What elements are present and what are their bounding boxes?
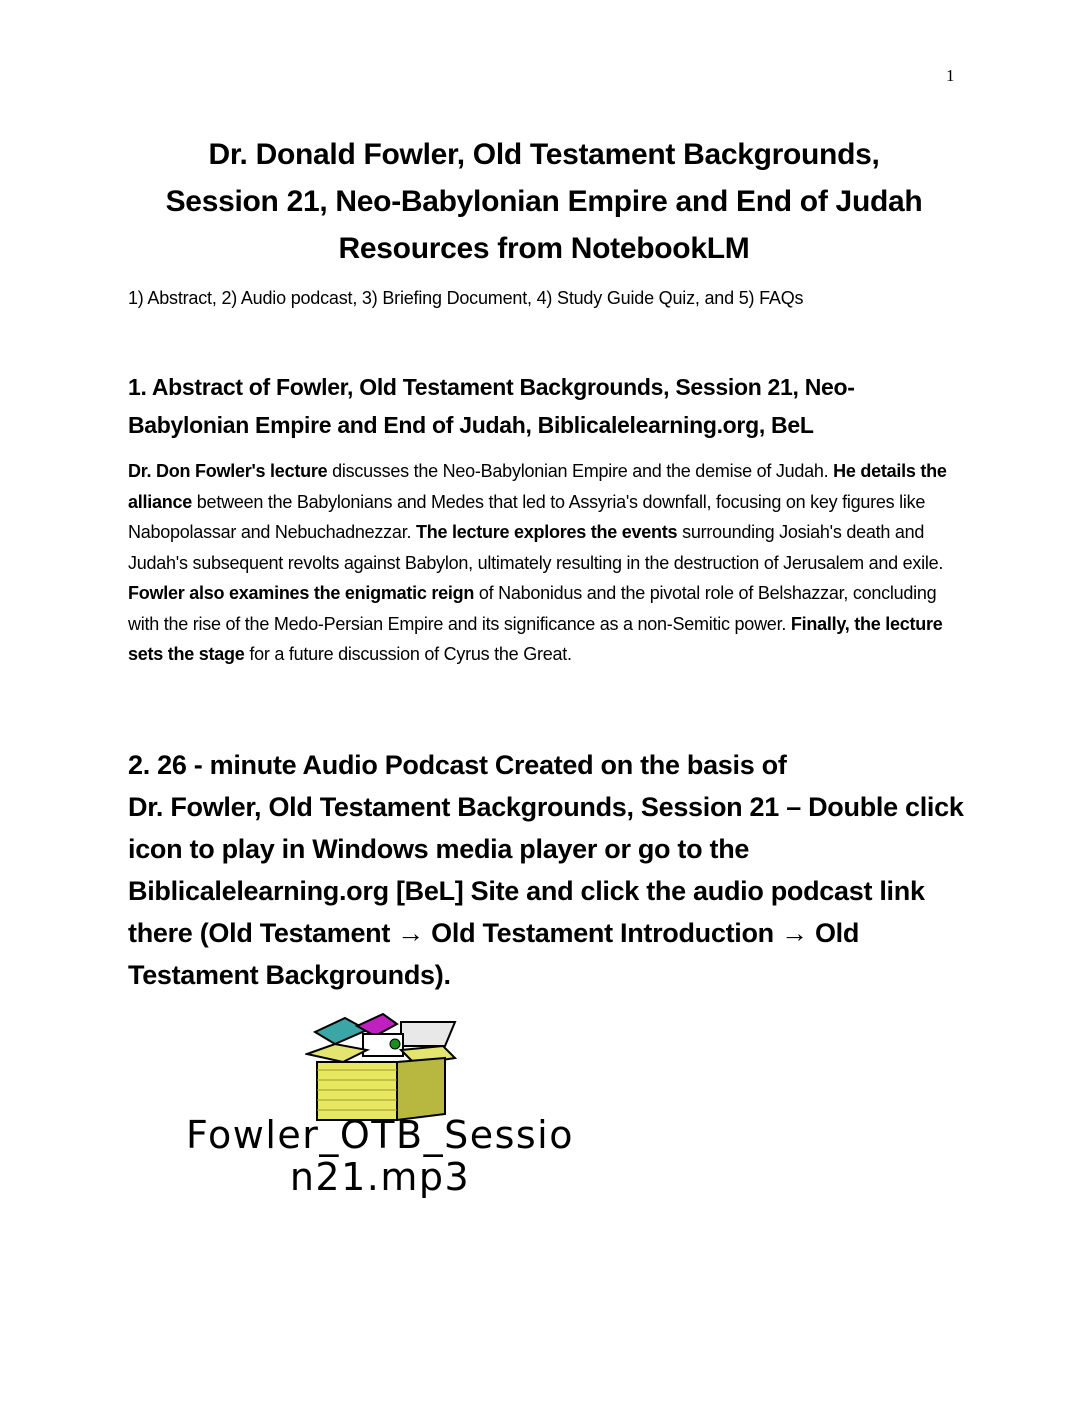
abstract-paragraph	[128, 456, 963, 670]
filename-line-1: Fowler_OTB_Sessio	[186, 1113, 574, 1157]
podcast-heading-line-1: 2. 26 - minute Audio Podcast Created on the basis of	[128, 750, 787, 780]
podcast-text-2: Old Testament Introduction	[423, 918, 782, 948]
abstract-text-2: between the Babylonians and Medes that led to Assyria's downfall, focusing on key figures like Nabopolassar and Nebuchadnezzar.	[128, 491, 926, 542]
title-line-3: Resources from NotebookLM	[338, 232, 750, 265]
package-icon[interactable]	[305, 1010, 457, 1122]
title-line-1: Dr. Donald Fowler, Old Testament Backgrounds,	[208, 138, 880, 171]
abstract-bold-2: He details the alliance	[128, 461, 947, 512]
abstract-text-3: surrounding Josiah's death and Judah's subsequent revolts against Babylon, ultimately resulting in the destruction of Jerusalem and exile.	[128, 522, 944, 573]
podcast-text-1: Dr. Fowler, Old Testament Backgrounds, Session 21 – Double click icon to play in Windows media player or go to the Biblicalelearning.org [BeL] Site and click the audio podcast link there (Old Testament	[128, 792, 964, 948]
abstract-heading-line-1: 1. Abstract of Fowler, Old Testament Backgrounds, Session 21, Neo-	[128, 374, 855, 400]
abstract-text-4: of Nabonidus and the pivotal role of Belshazzar, concluding with the rise of the Medo-Persian Empire and its significance as a non-Semitic power.	[128, 583, 937, 634]
title-line-2: Session 21, Neo-Babylonian Empire and End of Judah	[165, 185, 923, 218]
abstract-bold-4: Fowler also examines the enigmatic reign	[128, 583, 475, 603]
podcast-heading	[128, 744, 968, 996]
document-title	[96, 131, 992, 272]
abstract-bold-3: The lecture explores the events	[415, 522, 678, 542]
abstract-bold-5: Finally, the lecture sets the stage	[128, 613, 943, 664]
podcast-heading-body	[128, 786, 968, 996]
contents-list: 1) Abstract, 2) Audio podcast, 3) Briefing Document, 4) Study Guide Quiz, and 5) FAQs	[128, 288, 804, 308]
filename-line-2: n21.mp3	[289, 1155, 471, 1199]
attachment-filename[interactable]	[126, 1114, 634, 1198]
page-number: 1	[946, 66, 955, 85]
arrow-right-icon: →	[781, 918, 808, 948]
abstract-bold-1: Dr. Don Fowler's lecture	[128, 461, 328, 481]
podcast-text-3: Old Testament Backgrounds).	[128, 918, 860, 990]
arrow-right-icon: →	[397, 918, 424, 948]
abstract-text-1: discusses the Neo-Babylonian Empire and the demise of Judah.	[327, 461, 834, 481]
abstract-heading-line-2: Babylonian Empire and End of Judah, Biblicalelearning.org, BeL	[128, 412, 814, 438]
abstract-text-5: for a future discussion of Cyrus the Great.	[244, 644, 572, 664]
abstract-heading	[128, 368, 958, 444]
